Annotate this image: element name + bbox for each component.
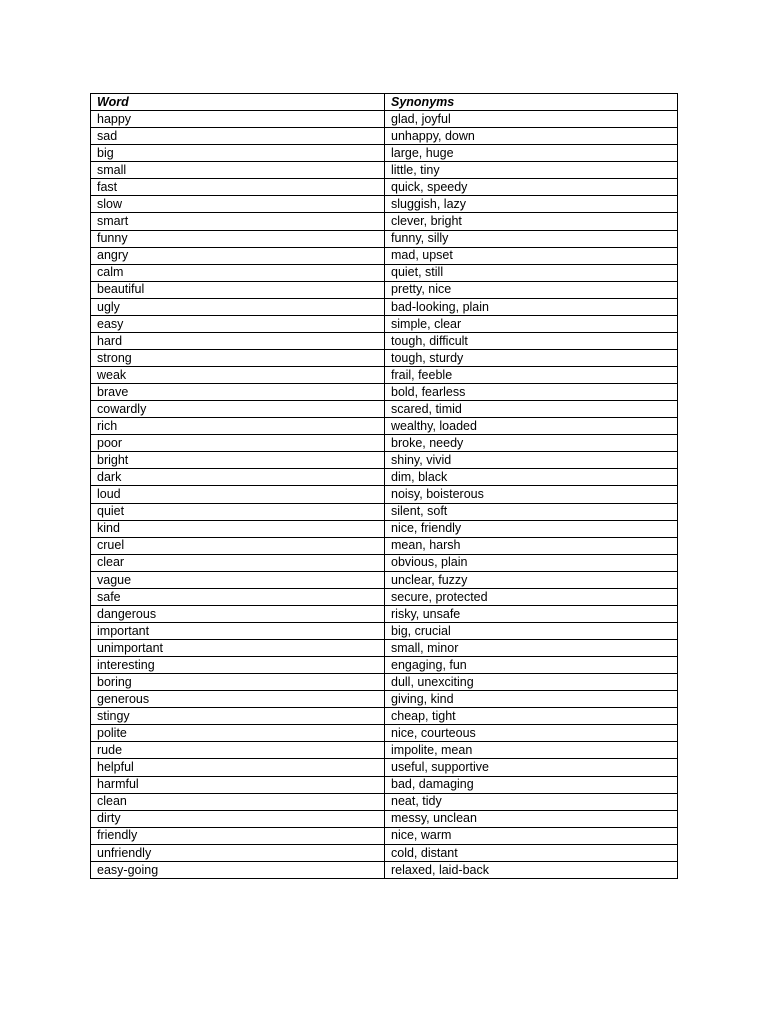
table-row [91,844,678,861]
synonyms-cell: dull, unexciting [385,674,678,691]
table-row [91,162,678,179]
word-cell: harmful [91,776,385,793]
word-cell: fast [91,179,385,196]
synonyms-cell: simple, clear [385,315,678,332]
table-row [91,332,678,349]
table-row [91,367,678,384]
word-cell: beautiful [91,281,385,298]
word-cell: brave [91,384,385,401]
synonyms-cell: clever, bright [385,213,678,230]
synonyms-cell: useful, supportive [385,759,678,776]
synonyms-cell: secure, protected [385,588,678,605]
table-row [91,196,678,213]
word-cell: safe [91,588,385,605]
table-row [91,657,678,674]
table-row [91,759,678,776]
word-cell: vague [91,571,385,588]
word-cell: easy-going [91,861,385,878]
synonyms-table [90,93,678,879]
synonyms-cell: glad, joyful [385,111,678,128]
table-row [91,622,678,639]
synonyms-cell: quiet, still [385,264,678,281]
word-cell: boring [91,674,385,691]
table-row [91,230,678,247]
word-cell: quiet [91,503,385,520]
synonyms-cell: bad, damaging [385,776,678,793]
synonyms-cell: giving, kind [385,691,678,708]
synonyms-cell: pretty, nice [385,281,678,298]
word-cell: smart [91,213,385,230]
word-cell: hard [91,332,385,349]
word-cell: easy [91,315,385,332]
synonyms-cell: neat, tidy [385,793,678,810]
table-row [91,315,678,332]
word-cell: friendly [91,827,385,844]
word-cell: slow [91,196,385,213]
word-cell: important [91,622,385,639]
table-row [91,742,678,759]
word-cell: sad [91,128,385,145]
word-cell: funny [91,230,385,247]
table-row [91,179,678,196]
synonyms-cell: relaxed, laid-back [385,861,678,878]
table-row [91,469,678,486]
synonyms-cell: impolite, mean [385,742,678,759]
word-cell: unfriendly [91,844,385,861]
synonyms-cell: cold, distant [385,844,678,861]
word-cell: ugly [91,298,385,315]
table-row [91,691,678,708]
word-cell: poor [91,435,385,452]
word-cell: generous [91,691,385,708]
word-cell: weak [91,367,385,384]
word-cell: dark [91,469,385,486]
synonyms-cell: obvious, plain [385,554,678,571]
synonyms-cell: nice, friendly [385,520,678,537]
synonyms-cell: bad-looking, plain [385,298,678,315]
synonyms-cell: large, huge [385,145,678,162]
table-row [91,537,678,554]
word-cell: big [91,145,385,162]
table-row [91,503,678,520]
word-cell: unimportant [91,640,385,657]
word-cell: clear [91,554,385,571]
word-cell: angry [91,247,385,264]
table-row [91,588,678,605]
synonyms-cell: noisy, boisterous [385,486,678,503]
table-row [91,349,678,366]
synonyms-cell: funny, silly [385,230,678,247]
synonyms-cell: shiny, vivid [385,452,678,469]
synonyms-cell: cheap, tight [385,708,678,725]
table-row [91,776,678,793]
table-row [91,418,678,435]
synonyms-cell: scared, timid [385,401,678,418]
table-row [91,281,678,298]
table-body [91,111,678,879]
word-cell: cruel [91,537,385,554]
synonyms-cell: risky, unsafe [385,605,678,622]
table-row [91,128,678,145]
synonyms-cell: small, minor [385,640,678,657]
synonyms-cell: nice, courteous [385,725,678,742]
synonyms-cell: dim, black [385,469,678,486]
table-row [91,640,678,657]
synonyms-cell: unclear, fuzzy [385,571,678,588]
table-row [91,554,678,571]
table-row [91,486,678,503]
table-row [91,213,678,230]
table-row [91,264,678,281]
synonyms-cell: sluggish, lazy [385,196,678,213]
synonyms-cell: quick, speedy [385,179,678,196]
table-row [91,298,678,315]
word-cell: rich [91,418,385,435]
table-row [91,145,678,162]
word-cell: bright [91,452,385,469]
synonyms-cell: frail, feeble [385,367,678,384]
synonyms-cell: unhappy, down [385,128,678,145]
word-cell: strong [91,349,385,366]
table-row [91,810,678,827]
table-row [91,384,678,401]
synonyms-cell: tough, sturdy [385,349,678,366]
synonyms-cell: engaging, fun [385,657,678,674]
synonyms-cell: broke, needy [385,435,678,452]
synonyms-cell: nice, warm [385,827,678,844]
table-row [91,111,678,128]
word-cell: loud [91,486,385,503]
synonyms-cell: big, crucial [385,622,678,639]
table-row [91,520,678,537]
table-row [91,452,678,469]
synonyms-column-header: Synonyms [385,94,678,111]
synonyms-cell: silent, soft [385,503,678,520]
synonyms-cell: mad, upset [385,247,678,264]
word-cell: stingy [91,708,385,725]
synonyms-cell: messy, unclean [385,810,678,827]
word-cell: polite [91,725,385,742]
table-row [91,247,678,264]
word-cell: dirty [91,810,385,827]
table-row [91,725,678,742]
synonyms-cell: mean, harsh [385,537,678,554]
word-cell: small [91,162,385,179]
word-cell: dangerous [91,605,385,622]
table-header-row [91,94,678,111]
word-cell: clean [91,793,385,810]
synonyms-cell: tough, difficult [385,332,678,349]
word-cell: kind [91,520,385,537]
synonyms-cell: bold, fearless [385,384,678,401]
table-row [91,571,678,588]
word-cell: helpful [91,759,385,776]
table-row [91,793,678,810]
synonyms-cell: little, tiny [385,162,678,179]
word-cell: cowardly [91,401,385,418]
table-row [91,861,678,878]
table-row [91,827,678,844]
synonyms-cell: wealthy, loaded [385,418,678,435]
word-cell: happy [91,111,385,128]
word-cell: interesting [91,657,385,674]
word-cell: rude [91,742,385,759]
word-cell: calm [91,264,385,281]
table-row [91,708,678,725]
table-row [91,435,678,452]
table-row [91,674,678,691]
table-row [91,605,678,622]
word-column-header: Word [91,94,385,111]
table-row [91,401,678,418]
